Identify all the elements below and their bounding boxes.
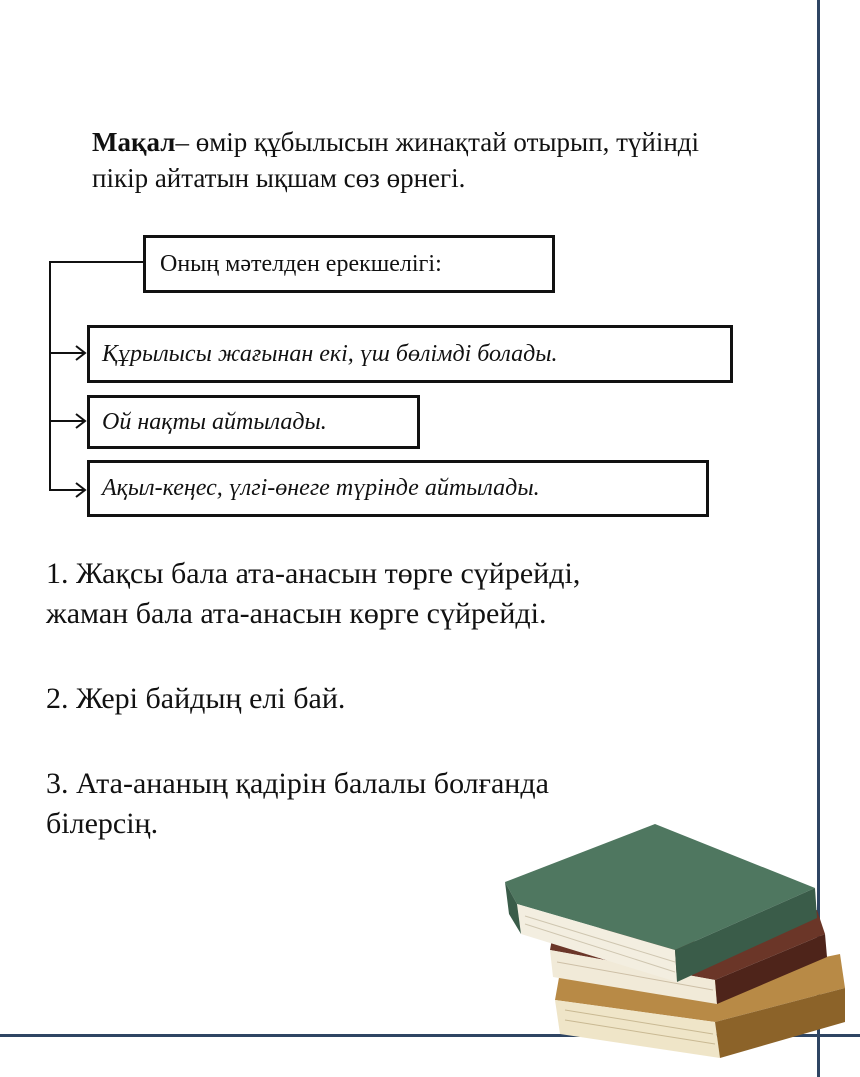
diagram-item-label: Ой нақты айтылады. [102,408,327,435]
stack-of-books-icon [505,822,845,1072]
diagram-item-box [87,460,709,517]
diagram-header-label: Оның мәтелден ерекшелігі: [160,250,442,277]
diagram-item-label: Ақыл-кеңес, үлгі-өнеге түрінде айтылады. [102,475,540,501]
diagram-item-label: Құрылысы жағынан екі, үш бөлімді болады. [102,340,558,367]
definition-paragraph [92,124,732,196]
diagram-item-box [87,395,420,449]
definition-term: Мақал [92,127,176,157]
diagram-item-box [87,325,733,383]
proverb-item: 1. Жақсы бала ата-анасын төрге сүйрейді, жаман бала ата-анасын көрге сүйрейді. [46,557,581,630]
proverb-item: 2. Жері байдың елі бай. [46,682,346,715]
proverb-item: 3. Ата-ананың қадірін балалы болғанда білерсің. [46,767,549,840]
diagram-header-box [143,235,555,293]
definition-text: – өмір құбылысын жинақтай отырып, түйінді пікір айтатын ықшам сөз өрнегі. [92,127,700,193]
